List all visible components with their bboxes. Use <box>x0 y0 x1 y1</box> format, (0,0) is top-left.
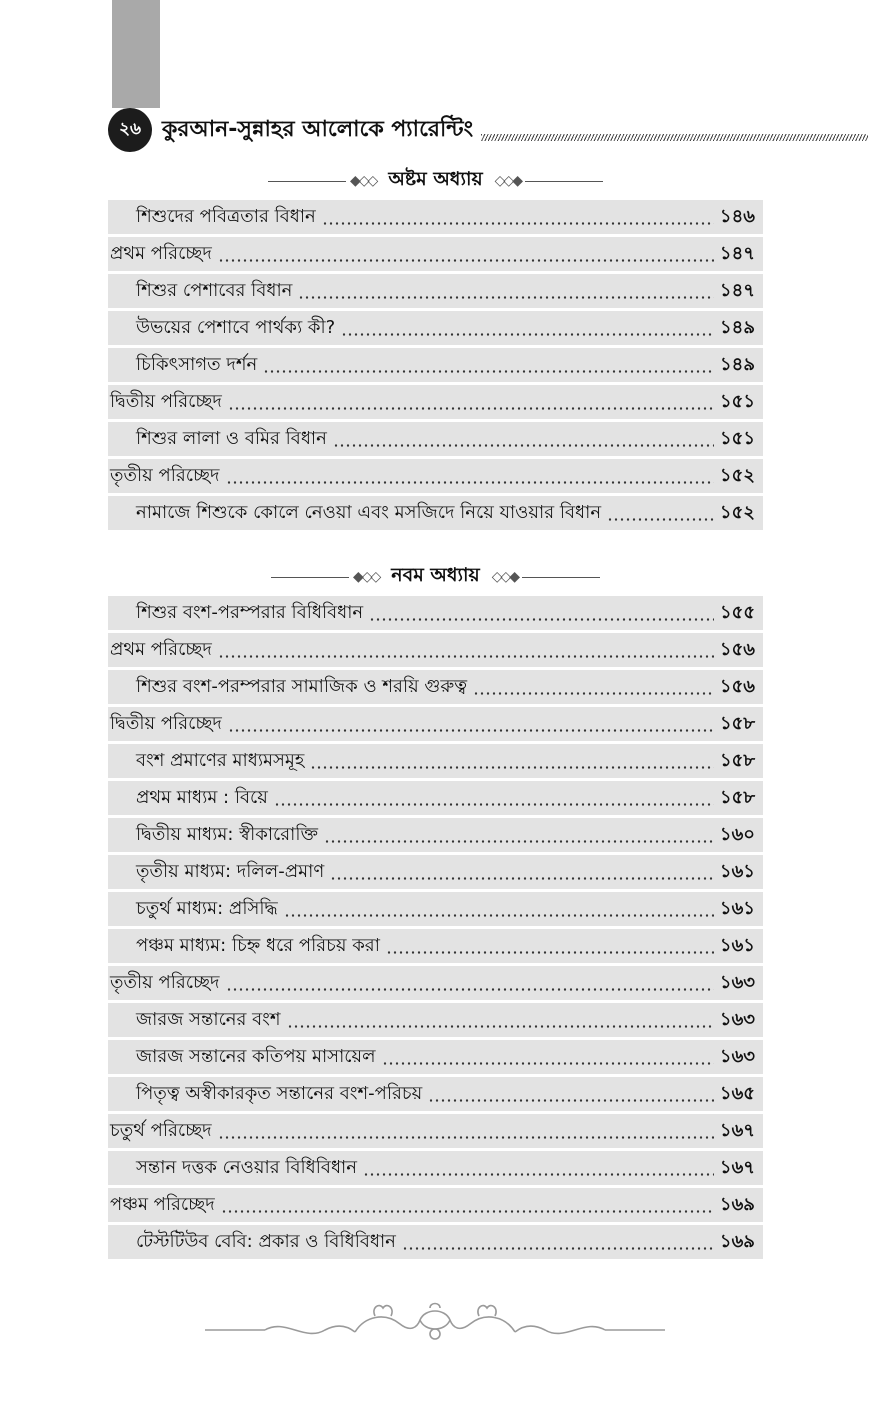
toc-page-number: ১৬৯ <box>719 1193 755 1215</box>
toc-page-number: ১৬১ <box>719 897 755 919</box>
toc-page-number: ১৪৭ <box>719 242 755 264</box>
toc-entry[interactable]: শিশুদের পবিত্রতার বিধান ১৪৬ <box>108 200 763 234</box>
toc-page-number: ১৪৭ <box>719 279 755 301</box>
toc-entry[interactable]: প্রথম মাধ্যম : বিয়ে ১৫৮ <box>108 781 763 815</box>
header-hatch-rule <box>481 134 868 141</box>
right-ornament: ◇◇◆ <box>488 569 600 585</box>
page-tab-strip <box>112 0 160 108</box>
toc-entry[interactable]: তৃতীয় মাধ্যম: দলিল-প্রমাণ ১৬১ <box>108 855 763 889</box>
toc-page-number: ১৪৬ <box>719 205 755 227</box>
page-number-badge: ২৬ <box>108 108 152 152</box>
toc-section[interactable]: দ্বিতীয় পরিচ্ছেদ ১৫৮ <box>108 707 763 741</box>
toc-list-chapter-9 <box>108 596 763 1262</box>
toc-entry[interactable]: সন্তান দত্তক নেওয়ার বিধিবিধান ১৬৭ <box>108 1151 763 1185</box>
toc-entry[interactable]: শিশুর বংশ-পরম্পরার সামাজিক ও শরয়ি গুরুত্ব ১৫৬ <box>108 670 763 704</box>
toc-page-number: ১৫৮ <box>719 749 755 771</box>
toc-page-number: ১৬৩ <box>719 1008 755 1030</box>
toc-page-number: ১৪৯ <box>719 353 755 375</box>
toc-entry[interactable]: টেস্টটিউব বেবি: প্রকার ও বিধিবিধান ১৬৯ <box>108 1225 763 1259</box>
footer-floral-ornament <box>205 1298 665 1348</box>
toc-entry[interactable]: জারজ সন্তানের কতিপয় মাসায়েল ১৬৩ <box>108 1040 763 1074</box>
toc-entry[interactable]: শিশুর লালা ও বমির বিধান ১৫১ <box>108 422 763 456</box>
toc-entry[interactable]: বংশ প্রমাণের মাধ্যমসমূহ ১৫৮ <box>108 744 763 778</box>
toc-section[interactable]: দ্বিতীয় পরিচ্ছেদ ১৫১ <box>108 385 763 419</box>
toc-page-number: ১৫৮ <box>719 712 755 734</box>
toc-page-number: ১৬০ <box>719 823 755 845</box>
chapter-heading-9 <box>108 560 763 594</box>
toc-page-number: ১৬৩ <box>719 971 755 993</box>
toc-entry[interactable]: দ্বিতীয় মাধ্যম: স্বীকারোক্তি ১৬০ <box>108 818 763 852</box>
toc-entry[interactable]: শিশুর বংশ-পরম্পরার বিধিবিধান ১৫৫ <box>108 596 763 630</box>
toc-page-number: ১৫৮ <box>719 786 755 808</box>
toc-entry[interactable]: নামাজে শিশুকে কোলে নেওয়া এবং মসজিদে নিয়ে যাওয়ার বিধান ১৫২ <box>108 496 763 530</box>
toc-section[interactable]: পঞ্চম পরিচ্ছেদ ১৬৯ <box>108 1188 763 1222</box>
toc-page-number: ১৫৫ <box>719 601 755 623</box>
toc-page-number: ১৫১ <box>719 427 755 449</box>
toc-entry[interactable]: উভয়ের পেশাবে পার্থক্য কী? ১৪৯ <box>108 311 763 345</box>
toc-section[interactable]: তৃতীয় পরিচ্ছেদ ১৬৩ <box>108 966 763 1000</box>
toc-entry[interactable]: পিতৃত্ব অস্বীকারকৃত সন্তানের বংশ-পরিচয় ১৬৫ <box>108 1077 763 1111</box>
toc-entry[interactable]: চতুর্থ মাধ্যম: প্রসিদ্ধি ১৬১ <box>108 892 763 926</box>
left-ornament: ◆◇◇ <box>268 173 380 189</box>
toc-page-number: ১৬১ <box>719 934 755 956</box>
toc-page-number: ১৬৭ <box>719 1156 755 1178</box>
toc-list-chapter-8 <box>108 200 763 533</box>
toc-entry[interactable]: শিশুর পেশাবের বিধান ১৪৭ <box>108 274 763 308</box>
page-header <box>108 106 868 154</box>
toc-page-number: ১৬১ <box>719 860 755 882</box>
toc-page-number: ১৬৩ <box>719 1045 755 1067</box>
toc-section[interactable]: চতুর্থ পরিচ্ছেদ ১৬৭ <box>108 1114 763 1148</box>
left-ornament: ◆◇◇ <box>271 569 383 585</box>
toc-page-number: ১৫৬ <box>719 675 755 697</box>
toc-page-number: ১৫২ <box>719 501 755 523</box>
toc-page-number: ১৪৯ <box>719 316 755 338</box>
toc-page-number: ১৬৯ <box>719 1230 755 1252</box>
book-title: কুরআন-সুন্নাহর আলোকে প্যারেন্টিং <box>162 116 474 142</box>
toc-page-number: ১৫২ <box>719 464 755 486</box>
chapter-heading-8 <box>108 164 763 198</box>
toc-section[interactable]: প্রথম পরিচ্ছেদ ১৫৬ <box>108 633 763 667</box>
chapter-title: অষ্টম অধ্যায় <box>388 168 483 190</box>
toc-entry[interactable]: চিকিৎসাগত দর্শন ১৪৯ <box>108 348 763 382</box>
toc-page-number: ১৫১ <box>719 390 755 412</box>
toc-entry[interactable]: পঞ্চম মাধ্যম: চিহ্ন ধরে পরিচয় করা ১৬১ <box>108 929 763 963</box>
toc-page-number: ১৬৭ <box>719 1119 755 1141</box>
toc-entry[interactable]: জারজ সন্তানের বংশ ১৬৩ <box>108 1003 763 1037</box>
toc-page-number: ১৫৬ <box>719 638 755 660</box>
chapter-title: নবম অধ্যায় <box>391 564 480 586</box>
toc-page-number: ১৬৫ <box>719 1082 755 1104</box>
right-ornament: ◇◇◆ <box>491 173 603 189</box>
toc-section[interactable]: তৃতীয় পরিচ্ছেদ ১৫২ <box>108 459 763 493</box>
toc-section[interactable]: প্রথম পরিচ্ছেদ ১৪৭ <box>108 237 763 271</box>
